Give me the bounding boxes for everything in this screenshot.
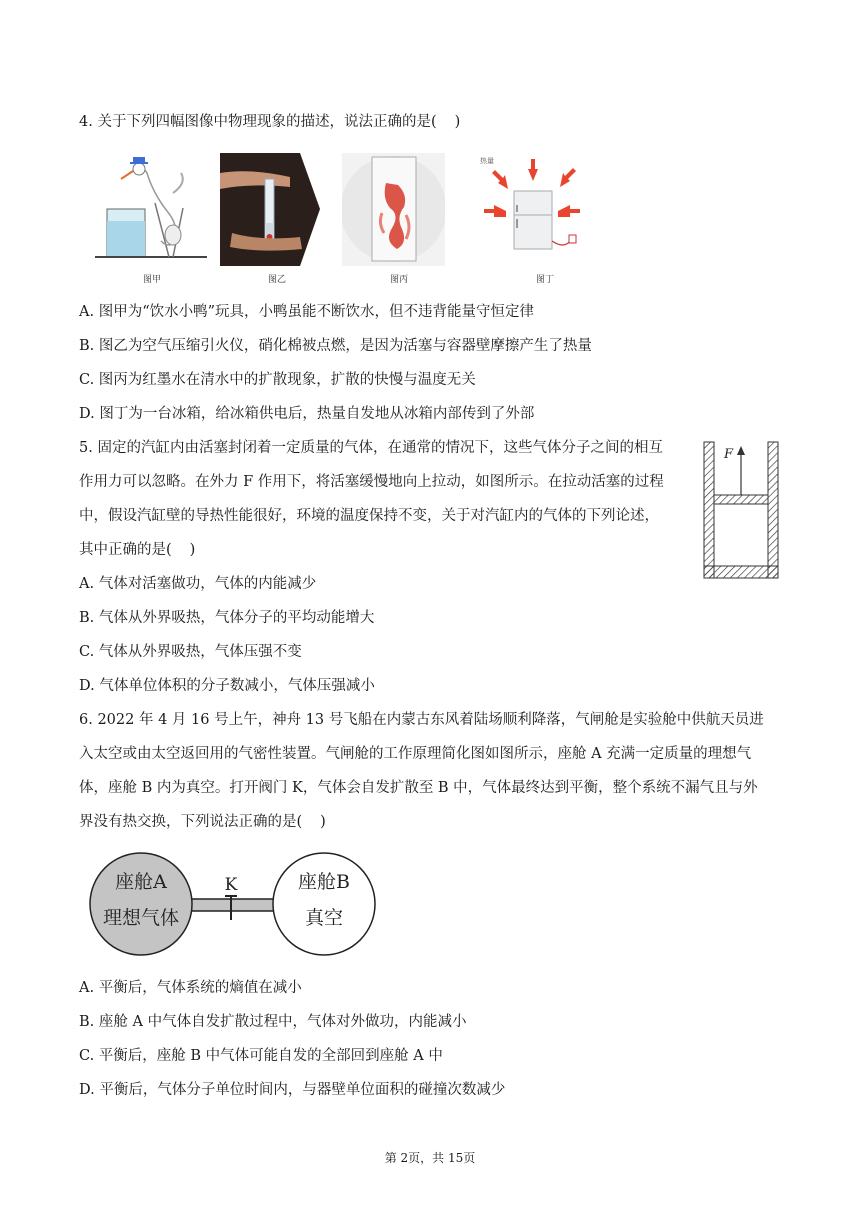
figure-jia — [95, 153, 207, 266]
q4-option-a: A. 图甲为“饮水小鸭”玩具，小鸭虽能不断饮水，但不违背能量守恒定律 — [79, 304, 535, 320]
cylinder-diagram — [700, 438, 782, 580]
q5-option-b: B. 气体从外界吸热，气体分子的平均动能增大 — [79, 610, 375, 626]
q5-stem-line-4: 其中正确的是( ) — [79, 542, 196, 558]
q4-stem: 4. 关于下列四幅图像中物理现象的描述，说法正确的是( ) — [79, 114, 461, 130]
caption-bing: 图丙 — [390, 275, 409, 285]
q5-stem-line-3: 中，假设汽缸壁的导热性能很好，环境的温度保持不变，关于对汽缸内的气体的下列论述， — [79, 508, 659, 524]
q5-option-d: D. 气体单位体积的分子数减小，气体压强减小 — [79, 678, 375, 694]
q6-option-d: D. 平衡后，气体分子单位时间内，与器壁单位面积的碰撞次数减少 — [79, 1082, 506, 1098]
vacuum-label: 真空 — [304, 907, 344, 929]
caption-yi: 图乙 — [268, 275, 287, 285]
heat-label: 热量 — [480, 157, 494, 165]
valve-k-label: K — [224, 875, 238, 895]
caption-ding: 图丁 — [536, 275, 555, 285]
figure-bing — [342, 153, 445, 266]
caption-jia: 图甲 — [143, 275, 162, 285]
q6-stem-line-2: 入太空或由太空返回用的气密性装置。气闸舱的工作原理简化图如图所示，座舱 A 充满一定质量的理想气 — [79, 746, 752, 762]
q6-stem-line-1: 6. 2022 年 4 月 16 号上午，神舟 13 号飞船在内蒙古东风着陆场顺利降落，气闸舱是实验舱中供航天员进 — [79, 712, 764, 728]
q5-stem-line-2: 作用力可以忽略。在外力 F 作用下，将活塞缓慢地向上拉动，如图所示。在拉动活塞的过程 — [79, 474, 664, 490]
airlock-diagram — [88, 852, 378, 962]
force-f-label: F — [724, 447, 734, 462]
cabin-b-label: 座舱B — [298, 871, 350, 893]
q5-stem-line-1: 5. 固定的汽缸内由活塞封闭着一定质量的气体，在通常的情况下，这些气体分子之间的相互 — [79, 440, 663, 456]
figure-ding — [478, 153, 593, 266]
ideal-gas-label: 理想气体 — [102, 907, 180, 929]
page-footer: 第 2页，共 15页 — [384, 1151, 476, 1165]
q6-stem-line-3: 体，座舱 B 内为真空。打开阀门 K，气体会自发扩散至 B 中，气体最终达到平衡，整个系统不漏气且与外 — [79, 780, 758, 796]
q4-option-b: B. 图乙为空气压缩引火仪，硝化棉被点燃，是因为活塞与容器壁摩擦产生了热量 — [79, 338, 592, 354]
cabin-a-label: 座舱A — [115, 871, 167, 893]
figure-yi — [220, 153, 320, 266]
q6-option-b: B. 座舱 A 中气体自发扩散过程中，气体对外做功，内能减小 — [79, 1014, 467, 1030]
q5-option-a: A. 气体对活塞做功，气体的内能减少 — [79, 576, 317, 592]
q4-option-c: C. 图丙为红墨水在清水中的扩散现象，扩散的快慢与温度无关 — [79, 372, 476, 388]
q6-option-a: A. 平衡后，气体系统的熵值在减小 — [79, 980, 302, 996]
q6-option-c: C. 平衡后，座舱 B 中气体可能自发的全部回到座舱 A 中 — [79, 1048, 443, 1064]
q6-stem-line-4: 界没有热交换，下列说法正确的是( ) — [79, 814, 326, 830]
q4-option-d: D. 图丁为一台冰箱，给冰箱供电后，热量自发地从冰箱内部传到了外部 — [79, 406, 535, 422]
q5-option-c: C. 气体从外界吸热，气体压强不变 — [79, 644, 302, 660]
